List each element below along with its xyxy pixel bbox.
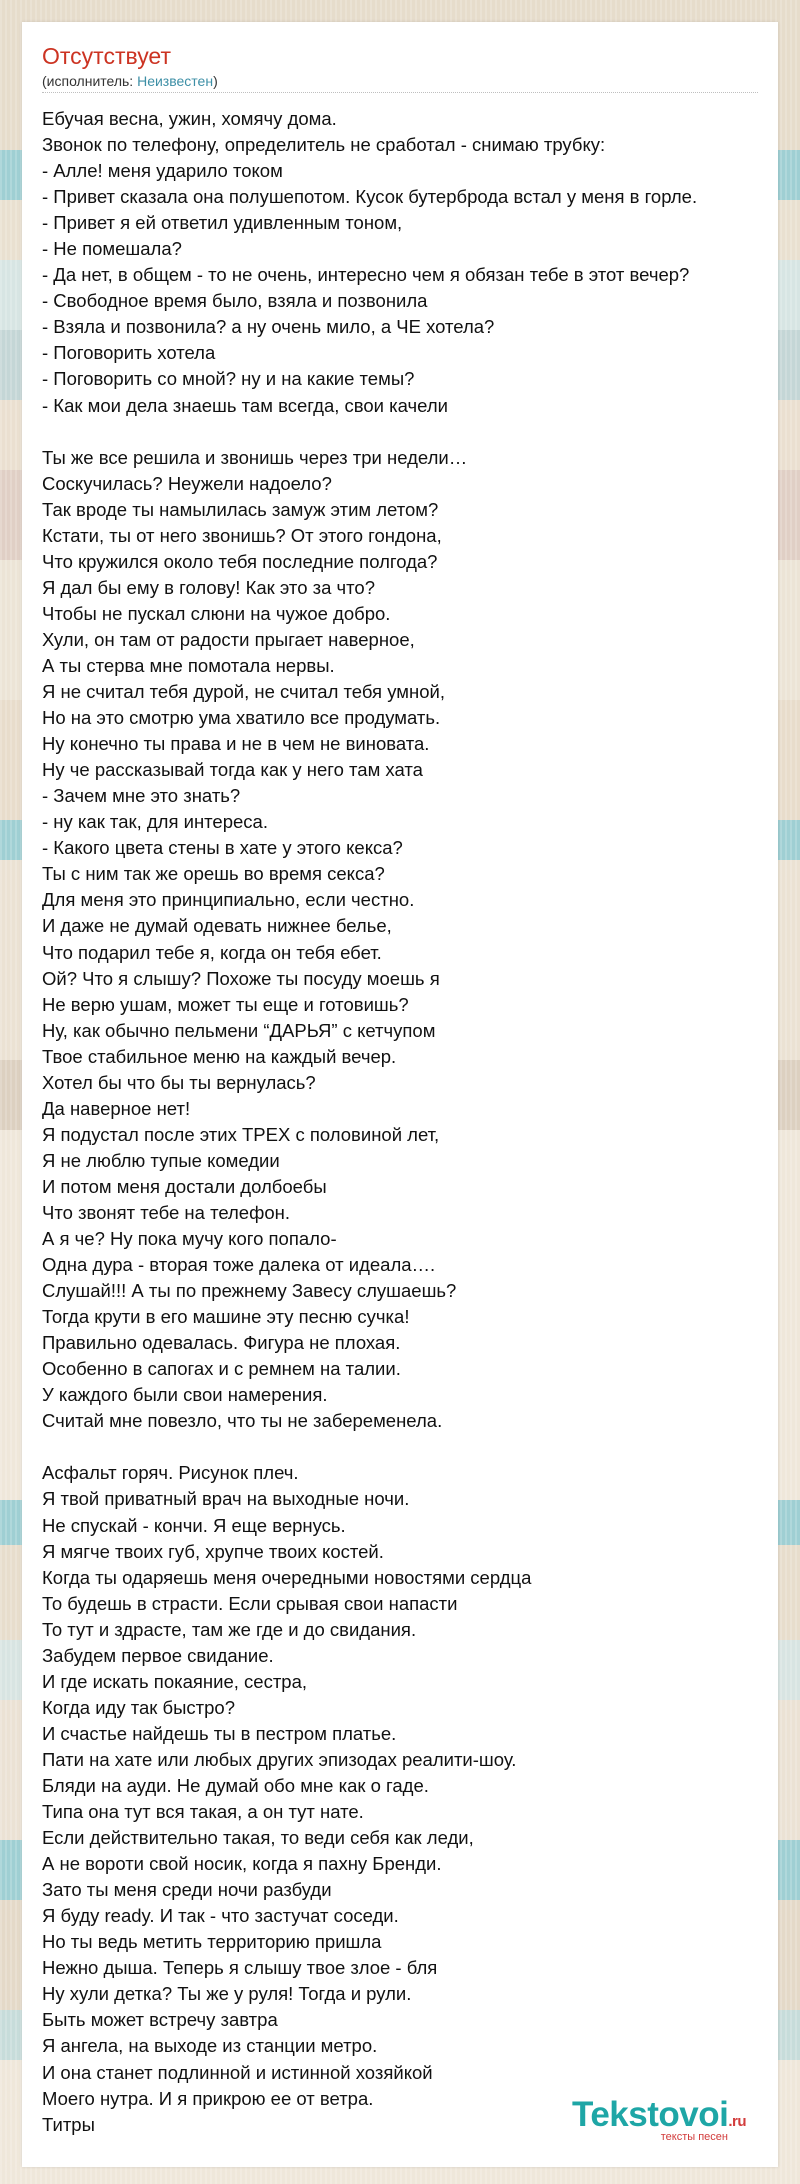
- lyric-line: - Свободное время было, взяла и позвонила: [42, 290, 428, 312]
- lyric-line: Я не люблю тупые комедии: [42, 1149, 280, 1171]
- lyric-line: Я буду ready. И так - что застучат соседи.: [42, 1905, 399, 1927]
- site-watermark[interactable]: [572, 2097, 746, 2143]
- lyric-line: То будешь в страсти. Если срывая свои напасти: [42, 1592, 458, 1614]
- lyric-line: Так вроде ты намылилась замуж этим летом?: [42, 498, 439, 520]
- lyric-line: - Алле! меня ударило током: [42, 160, 283, 182]
- lyrics-card: [22, 22, 778, 2167]
- lyric-line: Но ты ведь метить территорию пришла: [42, 1931, 382, 1953]
- lyric-line: - Взяла и позвонила? а ну очень мило, а ЧЕ хотела?: [42, 316, 495, 338]
- lyric-line: Ты же все решила и звонишь через три недели…: [42, 446, 468, 468]
- lyric-line: Я твой приватный врач на выходные ночи.: [42, 1488, 410, 1510]
- lyric-line: Одна дура - вторая тоже далека от идеала….: [42, 1254, 436, 1276]
- lyric-line: Ну, как обычно пельмени “ДАРЬЯ” с кетчупом: [42, 1019, 436, 1041]
- lyric-line: Я подустал после этих ТРЕХ с половиной лет,: [42, 1123, 440, 1145]
- lyric-line: Асфальт горяч. Рисунок плеч.: [42, 1462, 299, 1484]
- lyrics-stanza: [42, 106, 762, 419]
- lyric-line: Правильно одевалась. Фигура не плохая.: [42, 1332, 401, 1354]
- dotted-divider: [42, 92, 758, 93]
- lyric-line: Твое стабильное меню на каждый вечер.: [42, 1045, 397, 1067]
- watermark-brand-name: Tekstovoi: [572, 2095, 729, 2134]
- lyric-line: - Какого цвета стены в хате у этого кекса?: [42, 837, 403, 859]
- lyric-line: И она станет подлинной и истинной хозяйкой: [42, 2061, 433, 2083]
- lyric-line: Если действительно такая, то веди себя как леди,: [42, 1827, 474, 1849]
- artist-suffix: ): [213, 73, 218, 89]
- artist-line: [42, 72, 218, 90]
- lyric-line: Я дал бы ему в голову! Как это за что?: [42, 576, 376, 598]
- lyric-line: То тут и здрасте, там же где и до свидания.: [42, 1618, 417, 1640]
- lyric-line: - Зачем мне это знать?: [42, 785, 241, 807]
- lyric-line: Ну конечно ты права и не в чем не виновата.: [42, 733, 430, 755]
- lyric-line: Считай мне повезло, что ты не забеременела.: [42, 1410, 443, 1432]
- lyric-line: Ой? Что я слышу? Похоже ты посуду моешь я: [42, 967, 440, 989]
- artist-link[interactable]: Неизвестен: [137, 73, 214, 89]
- lyric-line: Кстати, ты от него звонишь? От этого гондона,: [42, 524, 442, 546]
- lyric-line: Особенно в сапогах и с ремнем на талии.: [42, 1358, 401, 1380]
- lyric-line: Я не считал тебя дурой, не считал тебя умной,: [42, 681, 445, 703]
- lyric-line: - ну как так, для интереса.: [42, 811, 268, 833]
- lyric-line: Быть может встречу завтра: [42, 2009, 278, 2031]
- lyric-line: Тогда крути в его машине эту песню сучка!: [42, 1306, 410, 1328]
- lyric-line: Когда ты одаряешь меня очередными новостями сердца: [42, 1566, 532, 1588]
- watermark-tagline: тексты песен: [660, 2131, 728, 2143]
- lyric-line: Ты с ним так же орешь во время секса?: [42, 863, 385, 885]
- lyric-line: Да наверное нет!: [42, 1097, 191, 1119]
- lyric-line: Я мягче твоих губ, хрупче твоих костей.: [42, 1540, 384, 1562]
- lyric-line: Но на это смотрю ума хватило все продумать.: [42, 707, 441, 729]
- lyric-line: Не верю ушам, может ты еще и готовишь?: [42, 993, 409, 1015]
- lyric-line: Зато ты меня среди ночи разбуди: [42, 1879, 332, 1901]
- lyric-line: Хотел бы что бы ты вернулась?: [42, 1071, 316, 1093]
- lyric-line: Забудем первое свидание.: [42, 1644, 274, 1666]
- lyrics-stanza: [42, 1460, 762, 2137]
- song-title: Отсутствует: [42, 43, 171, 69]
- artist-prefix: (исполнитель:: [42, 73, 138, 89]
- lyric-line: Что кружился около тебя последние полгода?: [42, 550, 438, 572]
- lyric-line: И где искать покаяние, сестра,: [42, 1670, 308, 1692]
- lyric-line: И даже не думай одевать нижнее белье,: [42, 915, 392, 937]
- watermark-domain-suffix: .ru: [728, 2113, 746, 2130]
- lyric-line: Ну хули детка? Ты же у руля! Тогда и рули.: [42, 1983, 412, 2005]
- lyric-line: - Не помешала?: [42, 238, 182, 260]
- lyric-line: - Привет сказала она полушепотом. Кусок бутерброда встал у меня в горле.: [42, 186, 698, 208]
- lyrics-text: [42, 106, 762, 2138]
- lyric-line: Я ангела, на выходе из станции метро.: [42, 2035, 378, 2057]
- lyric-line: Для меня это принципиально, если честно.: [42, 889, 415, 911]
- lyric-line: Нежно дыша. Теперь я слышу твое злое - бля: [42, 1957, 438, 1979]
- lyrics-stanza: [42, 445, 762, 1435]
- lyric-line: Моего нутра. И я прикрою ее от ветра.: [42, 2087, 374, 2109]
- lyric-line: Ну че рассказывай тогда как у него там хата: [42, 759, 423, 781]
- lyric-line: - Поговорить со мной? ну и на какие темы?: [42, 368, 415, 390]
- lyric-line: Когда иду так быстро?: [42, 1696, 235, 1718]
- lyric-line: Соскучилась? Неужели надоело?: [42, 472, 332, 494]
- lyric-line: А не вороти свой носик, когда я пахну Бренди.: [42, 1853, 442, 1875]
- lyric-line: Типа она тут вся такая, а он тут нате.: [42, 1801, 364, 1823]
- lyric-line: Ебучая весна, ужин, хомячу дома.: [42, 108, 337, 129]
- lyric-line: А я че? Ну пока мучу кого попало-: [42, 1228, 337, 1250]
- lyric-line: Чтобы не пускал слюни на чужое добро.: [42, 602, 391, 624]
- lyric-line: Бляди на ауди. Не думай обо мне как о гаде.: [42, 1775, 429, 1796]
- lyric-line: У каждого были свои намерения.: [42, 1384, 328, 1406]
- lyric-line: Титры: [42, 2113, 95, 2135]
- lyric-line: Пати на хате или любых других эпизодах реалити-шоу.: [42, 1748, 517, 1770]
- lyric-line: Хули, он там от радости прыгает наверное,: [42, 628, 415, 650]
- lyric-line: Что звонят тебе на телефон.: [42, 1201, 290, 1223]
- lyric-line: Что подарил тебе я, когда он тебя ебет.: [42, 941, 382, 963]
- lyric-line: Не спускай - кончи. Я еще вернусь.: [42, 1514, 346, 1536]
- lyric-line: - Да нет, в общем - то не очень, интересно чем я обязан тебе в этот вечер?: [42, 264, 690, 286]
- lyric-line: - Как мои дела знаешь там всегда, свои качели: [42, 394, 448, 416]
- lyric-line: Слушай!!! А ты по прежнему Завесу слушаешь?: [42, 1280, 457, 1302]
- lyric-line: И потом меня достали долбоебы: [42, 1175, 327, 1197]
- watermark-brand: [572, 2097, 746, 2132]
- lyric-line: - Привет я ей ответил удивленным тоном,: [42, 212, 403, 234]
- lyric-line: И счастье найдешь ты в пестром платье.: [42, 1722, 397, 1744]
- lyric-line: Звонок по телефону, определитель не сработал - снимаю трубку:: [42, 134, 606, 156]
- lyric-line: А ты стерва мне помотала нервы.: [42, 654, 335, 676]
- lyric-line: - Поговорить хотела: [42, 342, 216, 364]
